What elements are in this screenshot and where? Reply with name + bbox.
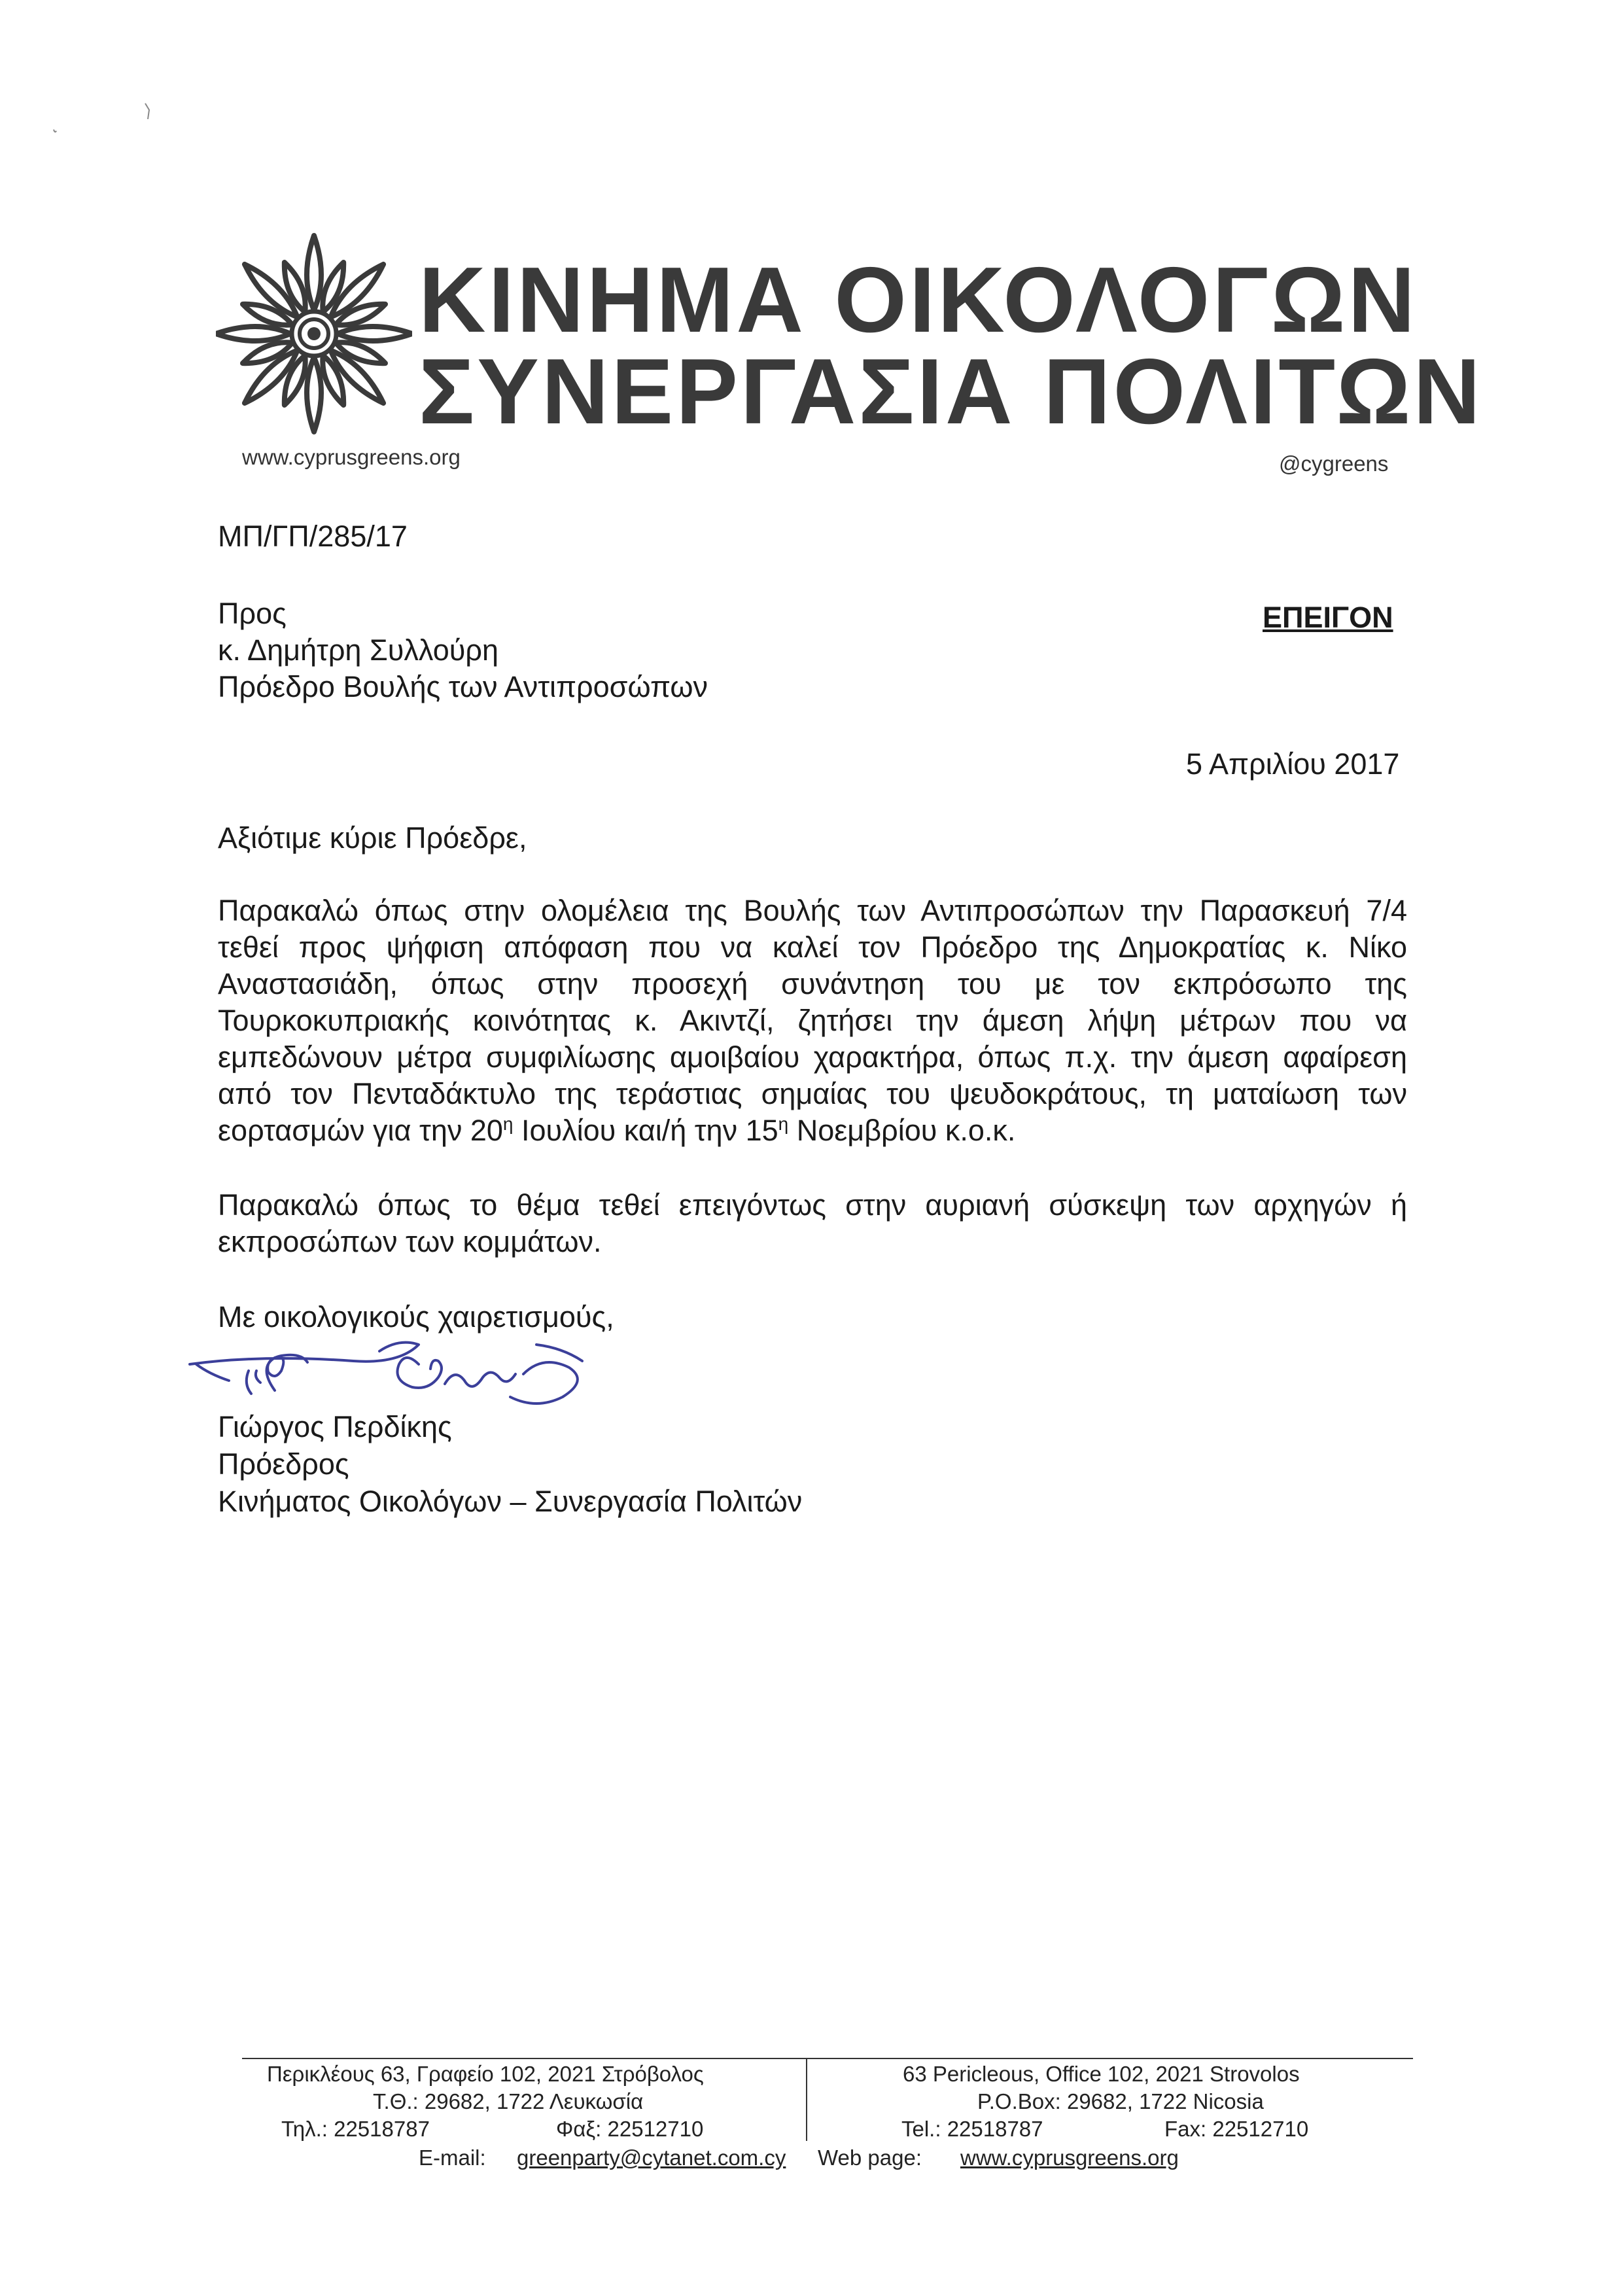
paragraph-line: Παρακαλώ όπως στην ολομέλεια της Βουλής των Αντιπροσώπων την Παρασκευή 7/4 xyxy=(218,894,1407,927)
recipient-title: Πρόεδρο Βουλής των Αντιπροσώπων xyxy=(218,670,708,703)
organization-name-line2: ΣΥΝΕΡΓΑΣΙΑ ΠΟΛΙΤΩΝ xyxy=(419,340,1483,444)
signatory-name: Γιώργος Περδίκης xyxy=(218,1410,452,1443)
paragraph-line: εκπροσώπων των κομμάτων. xyxy=(218,1225,602,1258)
flower-petal xyxy=(338,327,412,341)
paragraph-line: Αναστασιάδη, όπως στην προσεχή συνάντηση του με τον εκπρόσωπο της xyxy=(218,967,1407,1000)
urgent-label: ΕΠΕΙΓΟΝ xyxy=(1263,601,1393,634)
closing-line: Με οικολογικούς χαιρετισμούς, xyxy=(218,1300,614,1333)
footer-divider xyxy=(806,2059,807,2141)
body-paragraph-2 xyxy=(218,1187,1407,1260)
social-handle[interactable]: @cygreens xyxy=(1279,451,1389,476)
superscript: η xyxy=(778,1114,789,1134)
superscript: η xyxy=(502,1114,514,1134)
website-link[interactable]: www.cyprusgreens.org xyxy=(242,445,461,469)
flower-petal xyxy=(307,236,321,310)
letter-date: 5 Απριλίου 2017 xyxy=(1186,747,1400,781)
text-segment: Νοεμβρίου κ.ο.κ. xyxy=(788,1114,1016,1147)
footer-fax-english: Fax: 22512710 xyxy=(1164,2117,1309,2141)
signatory-role: Πρόεδρος xyxy=(218,1447,349,1481)
paragraph-line xyxy=(218,1112,1407,1149)
recipient-name: κ. Δημήτρη Συλλούρη xyxy=(218,633,498,667)
paragraph-line: από τον Πενταδάκτυλο της τεράστιας σημαίας του ψευδοκράτους, τη ματαίωση των xyxy=(218,1077,1407,1110)
body-paragraph-1 xyxy=(218,892,1407,1149)
flower-logo-icon xyxy=(216,226,412,442)
recipient-label: Προς xyxy=(218,597,287,630)
footer-rule xyxy=(242,2058,1413,2059)
organization-name-line1: ΚΙΝΗΜΑ ΟΙΚΟΛΟΓΩΝ xyxy=(419,248,1418,352)
salutation: Αξιότιμε κύριε Πρόεδρε, xyxy=(218,821,527,855)
text-segment: Ιουλίου και/ή την 15 xyxy=(513,1114,778,1147)
footer-phone-greek: Τηλ.: 22518787 xyxy=(281,2117,430,2141)
flower-petal xyxy=(216,327,290,341)
footer-web-link[interactable]: www.cyprusgreens.org xyxy=(960,2146,1179,2170)
signatory-organization: Κινήματος Οικολόγων – Συνεργασία Πολιτών xyxy=(218,1485,803,1518)
reference-number: ΜΠ/ΓΠ/285/17 xyxy=(218,520,408,553)
scan-marks xyxy=(46,98,177,144)
paragraph-line: εμπεδώνουν μέτρα συμφιλίωσης αμοιβαίου χαρακτήρα, όπως π.χ. την άμεση αφαίρεση xyxy=(218,1040,1407,1074)
paragraph-line: Παρακαλώ όπως το θέμα τεθεί επειγόντως στην αυριανή σύσκεψη των αρχηγών ή xyxy=(218,1188,1407,1222)
flower-petal xyxy=(307,357,321,432)
footer-email-label: E-mail: xyxy=(419,2146,486,2170)
footer-web-label: Web page: xyxy=(818,2146,922,2170)
footer-fax-greek: Φαξ: 22512710 xyxy=(556,2117,704,2141)
footer-pobox-english: P.O.Box: 29682, 1722 Nicosia xyxy=(977,2089,1264,2113)
footer-pobox-greek: Τ.Θ.: 29682, 1722 Λευκωσία xyxy=(373,2089,644,2113)
text-segment: εορτασμών για την 20 xyxy=(218,1114,503,1147)
footer-address-greek: Περικλέους 63, Γραφείο 102, 2021 Στρόβολος xyxy=(267,2062,704,2086)
paragraph-line: Τουρκοκυπριακής κοινότητας κ. Ακιντζί, ζητήσει την άμεση λήψη μέτρων που να xyxy=(218,1004,1407,1037)
paragraph-line: τεθεί προς ψήφιση απόφαση που να καλεί τον Πρόεδρο της Δημοκρατίας κ. Νίκο xyxy=(218,930,1407,964)
footer-phone-english: Tel.: 22518787 xyxy=(901,2117,1043,2141)
footer-email-link[interactable]: greenparty@cytanet.com.cy xyxy=(517,2146,786,2170)
footer-address-english: 63 Pericleous, Office 102, 2021 Strovolos xyxy=(903,2062,1300,2086)
